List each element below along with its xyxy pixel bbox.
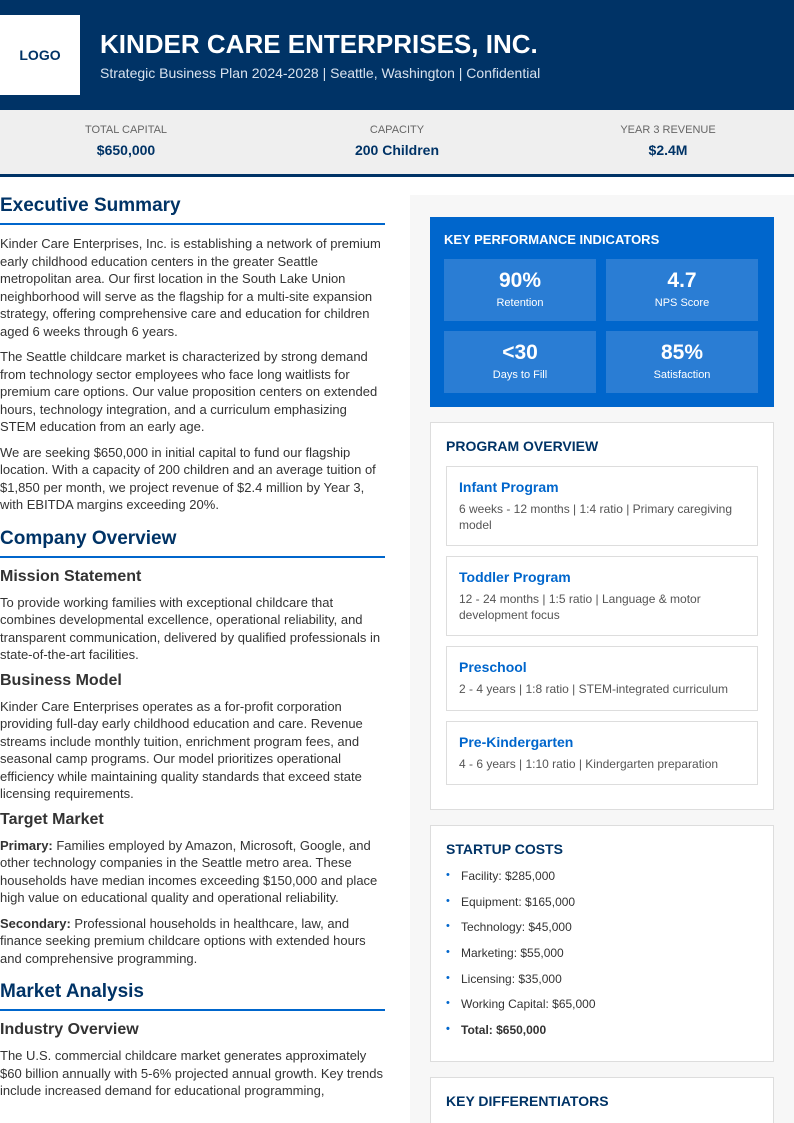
bullet-icon: •	[446, 1023, 450, 1036]
subsection-heading: Mission Statement	[0, 567, 142, 585]
paragraph: Kinder Care Enterprises, Inc. is establishing a network of premium early childhood education centers in the greater Seattle metropolitan area. Our first location in the South Lake Union neighborhood will serve as the flagship for a multi-site expansion strategy, offering comprehensive care and education for children aged 6 weeks through 6 years.	[0, 236, 381, 339]
kpi-panel	[430, 217, 774, 407]
bullet-icon: •	[446, 894, 450, 907]
stat-total-capital	[26, 124, 226, 158]
cost-item-total	[446, 1023, 758, 1049]
section-executive-summary	[0, 195, 385, 514]
kpi-days-to-fill	[444, 331, 596, 393]
primary-description: Families employed by Amazon, Microsoft, Google, and other technology companies in the Seattle metro area. These households have median incomes exceeding $150,000 and place high value on educational quality and operational reliability.	[0, 837, 378, 905]
stat-value: 200 Children	[354, 142, 440, 158]
paragraph: We are seeking $650,000 in initial capital to fund our flagship location. With a capacity of 200 children and an average tuition of $1,850 per month, we project revenue of $2.4 million by Year 3, with EBITDA margins exceeding 20%.	[0, 444, 376, 512]
cost-text: Facility: $285,000	[461, 869, 556, 883]
program-description: 12 - 24 months | 1:5 ratio | Language & motor development focus	[459, 592, 701, 622]
kpi-label: NPS Score	[654, 297, 710, 309]
card-title: KEY DIFFERENTIATORS	[446, 1092, 609, 1109]
kpi-value: 4.7	[667, 269, 697, 292]
program-item-toddler	[446, 556, 758, 636]
secondary-market-text	[0, 915, 385, 968]
primary-market-text	[0, 837, 385, 907]
cost-text: Working Capital: $65,000	[461, 997, 596, 1012]
program-item-preschool	[446, 646, 758, 711]
kpi-label: Retention	[496, 297, 544, 309]
kpi-retention	[444, 259, 596, 321]
subsection-heading: Target Market	[0, 810, 104, 828]
kpi-satisfaction	[606, 331, 758, 393]
document-tagline: Strategic Business Plan 2024-2028 | Seattle, Washington | Confidential	[100, 65, 541, 81]
key-differentiators-card	[430, 1077, 774, 1123]
business-model-text: Kinder Care Enterprises operates as a for-profit corporation providing full-day early childhood education and care. Revenue streams include monthly tuition, enrichment program fees, and seasonal camp programs. Our model prioritizes operational efficiency while maintaining quality standards that exceed state licensing requirements.	[0, 698, 363, 801]
card-title: PROGRAM OVERVIEW	[446, 438, 599, 454]
subsection-heading: Industry Overview	[0, 1021, 139, 1038]
kpi-nps-score	[606, 259, 758, 321]
program-overview-card	[430, 422, 774, 810]
bullet-icon: •	[446, 997, 450, 1010]
cost-item-working-capital	[446, 997, 758, 1023]
cost-item-technology	[446, 920, 758, 946]
section-heading: Executive Summary	[0, 195, 385, 225]
industry-text: The U.S. commercial childcare market generates approximately $60 billion annually with 5-6% projected annual growth. Key trends include increased demand for educational programming,	[0, 1048, 384, 1098]
cost-text: Equipment: $165,000	[461, 894, 576, 909]
cost-text: Marketing: $55,000	[461, 946, 564, 961]
startup-cost-list	[446, 869, 758, 1049]
program-name: Pre-Kindergarten	[459, 733, 574, 750]
program-description: 4 - 6 years | 1:10 ratio | Kindergarten preparation	[459, 756, 719, 771]
page-header	[0, 0, 794, 110]
subsection-heading: Business Model	[0, 671, 122, 689]
cost-item-equipment	[446, 895, 758, 921]
company-logo: LOGO	[0, 15, 80, 95]
section-heading: Market Analysis	[0, 981, 385, 1011]
kpi-value: <30	[502, 341, 538, 364]
company-name: KINDER CARE ENTERPRISES, INC.	[100, 29, 538, 59]
cost-text: Technology: $45,000	[461, 920, 572, 935]
program-name: Infant Program	[459, 479, 559, 495]
kpi-grid	[444, 259, 760, 393]
secondary-label: Secondary:	[0, 915, 71, 931]
section-company-overview	[0, 528, 385, 968]
stat-label: TOTAL CAPITAL	[84, 124, 168, 136]
section-market-analysis	[0, 981, 385, 1100]
program-item-infant	[446, 466, 758, 546]
key-stats-bar	[0, 110, 794, 177]
startup-costs-card	[430, 825, 774, 1062]
kpi-title: KEY PERFORMANCE INDICATORS	[444, 232, 660, 247]
kpi-label: Days to Fill	[492, 369, 548, 381]
stat-value: $2.4M	[648, 142, 688, 158]
stat-value: $650,000	[96, 142, 156, 158]
sidebar	[410, 195, 794, 1123]
secondary-description: Professional households in healthcare, law, and finance seeking premium childcare options with extended hours and comprehensive programming.	[0, 915, 366, 966]
program-name: Preschool	[459, 659, 527, 675]
stat-label: YEAR 3 REVENUE	[620, 124, 716, 136]
cost-item-licensing	[446, 972, 758, 998]
cost-text: Total: $650,000	[461, 1023, 547, 1038]
bullet-icon: •	[446, 920, 450, 933]
primary-label: Primary:	[0, 837, 53, 853]
card-title: STARTUP COSTS	[446, 841, 563, 857]
program-name: Toddler Program	[459, 569, 571, 585]
stat-label: CAPACITY	[369, 124, 425, 136]
stat-year3-revenue	[568, 124, 768, 158]
stat-capacity	[297, 124, 497, 158]
bullet-icon: •	[446, 971, 450, 984]
cost-item-marketing	[446, 946, 758, 972]
main-content	[0, 195, 385, 1108]
paragraph: The Seattle childcare market is characterized by strong demand from technology sector employees who face long waitlists for premium care options. Our value proposition centers on extended hours, technology integration, and a curriculum emphasizing STEM education from an early age.	[0, 349, 378, 434]
cost-text: Licensing: $35,000	[461, 971, 562, 986]
kpi-value: 85%	[660, 341, 704, 364]
kpi-label: Satisfaction	[653, 369, 711, 381]
bullet-icon: •	[446, 869, 450, 881]
program-description: 6 weeks - 12 months | 1:4 ratio | Primary caregiving model	[459, 502, 733, 532]
program-item-pre-kindergarten	[446, 721, 758, 786]
bullet-icon: •	[446, 946, 450, 959]
mission-text: To provide working families with exceptional childcare that combines developmental excellence, operational reliability, and transparent communication, delivered by qualified professionals in state-of-the-art facilities.	[0, 594, 381, 662]
cost-item-facility	[446, 869, 758, 895]
kpi-value: 90%	[498, 269, 542, 292]
section-heading: Company Overview	[0, 528, 385, 558]
program-description: 2 - 4 years | 1:8 ratio | STEM-integrated curriculum	[459, 682, 728, 696]
